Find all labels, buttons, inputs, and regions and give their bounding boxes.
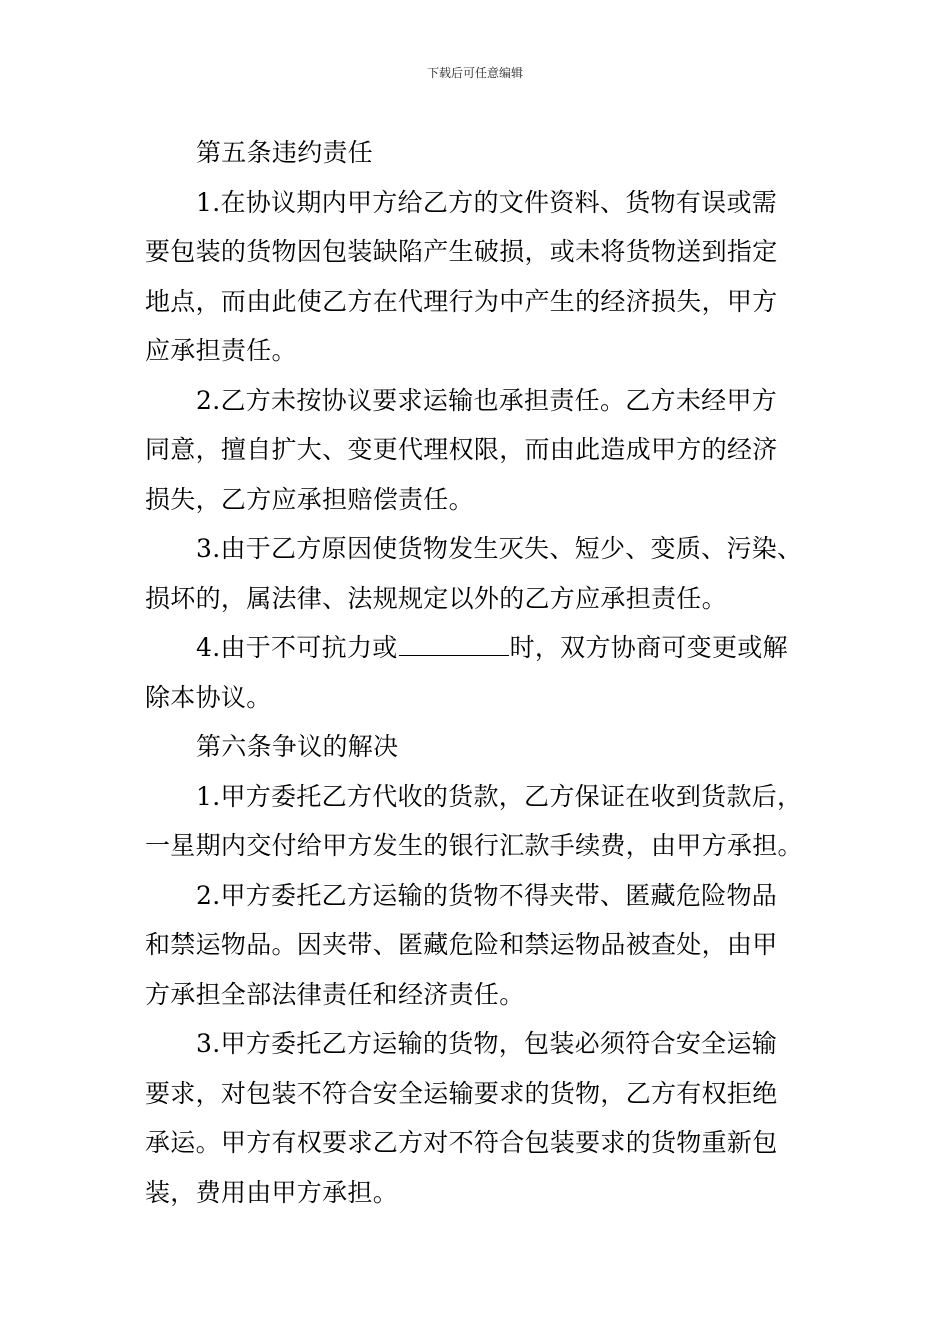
- paragraph-line: 同意，擅自扩大、变更代理权限，而由此造成甲方的经济: [145, 435, 778, 464]
- article-6-clause-1: [145, 772, 825, 871]
- article-5-clause-4: [145, 623, 825, 722]
- paragraph-line: 除本协议。: [145, 682, 272, 712]
- paragraph-line: 装，费用由甲方承担。: [145, 1177, 399, 1207]
- article-5-clause-1: [145, 178, 825, 376]
- clause-text-after-blank: 时，双方协商可变更或解: [509, 633, 788, 662]
- page-header: 下载后可任意编辑: [426, 66, 523, 80]
- paragraph-line: 损坏的，属法律、法规规定以外的乙方应承担责任。: [145, 583, 727, 613]
- paragraph-line: 承运。甲方有权要求乙方对不符合包装要求的货物重新包: [145, 1128, 778, 1157]
- article-6-clause-3: [145, 1019, 825, 1217]
- fill-in-blank[interactable]: [399, 630, 509, 656]
- paragraph-line: 要包装的货物因包装缺陷产生破损，或未将货物送到指定: [145, 237, 778, 266]
- paragraph-line: 3.由于乙方原因使货物发生灭失、短少、变质、污染、: [196, 534, 803, 563]
- article-5-clause-2: [145, 376, 825, 525]
- clause-text-before-blank: 4.由于不可抗力或: [196, 633, 398, 662]
- paragraph-line: 1.甲方委托乙方代收的货款，乙方保证在收到货款后，: [196, 781, 803, 811]
- paragraph-line: 2.乙方未按协议要求运输也承担责任。乙方未经甲方: [196, 385, 778, 415]
- paragraph-line: 和禁运物品。因夹带、匿藏危险和禁运物品被查处，由甲: [145, 930, 778, 959]
- document-body: [145, 128, 825, 1217]
- paragraph-line: 一星期内交付给甲方发生的银行汇款手续费，由甲方承担。: [145, 831, 803, 860]
- paragraph-line: 方承担全部法律责任和经济责任。: [145, 979, 525, 1009]
- paragraph-line: [145, 623, 825, 673]
- paragraph-line: 地点，而由此使乙方在代理行为中产生的经济损失，甲方: [145, 286, 778, 316]
- paragraph-line: 损失，乙方应承担赔偿责任。: [145, 484, 474, 514]
- article-5-clause-3: [145, 524, 825, 623]
- article-6-clause-2: [145, 871, 825, 1020]
- paragraph-line: 应承担责任。: [145, 336, 297, 365]
- paragraph-line: 2.甲方委托乙方运输的货物不得夹带、匿藏危险物品: [196, 880, 778, 910]
- paragraph-line: 3.甲方委托乙方运输的货物，包装必须符合安全运输: [196, 1029, 778, 1058]
- article-5-title: 第五条违约责任: [196, 138, 374, 167]
- article-6-title: 第六条争议的解决: [196, 732, 399, 761]
- paragraph-line: 1.在协议期内甲方给乙方的文件资料、货物有误或需: [196, 187, 778, 217]
- paragraph-line: 要求，对包装不符合安全运输要求的货物，乙方有权拒绝: [145, 1078, 778, 1108]
